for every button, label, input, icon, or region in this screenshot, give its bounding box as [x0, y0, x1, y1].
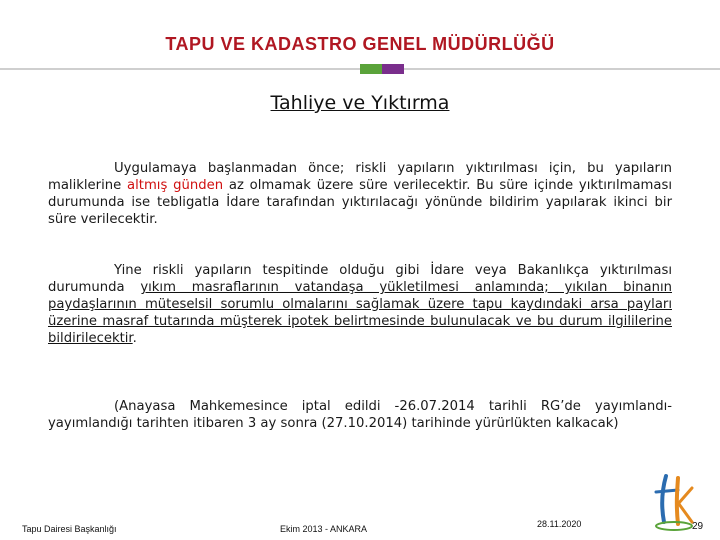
page-number: 29	[692, 521, 704, 532]
paragraph-3	[48, 398, 672, 432]
slide-title: Tahliye ve Yıktırma	[270, 92, 450, 114]
tk-logo-icon	[652, 470, 696, 532]
paragraph-2-underlined: yıkım masraflarının vatandaşa yükletilmesi anlamında; yıkılan binanın paydaşlarının müteselsil sorumlu olmalarını sağlamak üzere tapu kaydındaki arsa payları üzerine masraf tutarında müşterek ipotek belirtmesinde bulunulacak ve bu durum ilgililerine bildirilecektir	[48, 280, 672, 346]
paragraph-2-end: .	[132, 331, 137, 346]
paragraph-1-text-b: az olmamak üzere süre verilecektir. Bu süre içinde yıktırılmaması durumunda ise tebligatla İdare tarafından yıktırılacağı yönünde bildirim yapılarak ikinci bir süre verilecektir.	[48, 178, 672, 227]
paragraph-3-text: (Anayasa Mahkemesince iptal edildi -26.07.2014 tarihli RG’de yayımlandı- yayımlandığı tarihten itibaren 3 ay sonra (27.10.2014) tarihinde yürürlükten kalkacak)	[48, 399, 672, 431]
paragraph-1-highlight: altmış günden	[127, 178, 224, 193]
paragraph-2-text-a: Yine riskli yapıların tespitinde olduğu gibi İdare veya Bakanlıkça yıktırılması durumunda	[48, 263, 672, 295]
paragraph-2	[48, 262, 672, 347]
footer-event: Ekim 2013 - ANKARA	[280, 524, 368, 534]
footer-date: 28.11.2020	[537, 519, 582, 529]
footer-organization: Tapu Dairesi Başkanlığı	[22, 524, 117, 534]
accent-bar	[0, 64, 720, 74]
header-title: TAPU VE KADASTRO GENEL MÜDÜRLÜĞÜ	[165, 34, 555, 54]
paragraph-1-text-a: Uygulamaya başlanmadan önce; riskli yapıların yıktırılması için, bu yapıların maliklerine	[48, 161, 672, 193]
paragraph-1	[48, 160, 672, 228]
